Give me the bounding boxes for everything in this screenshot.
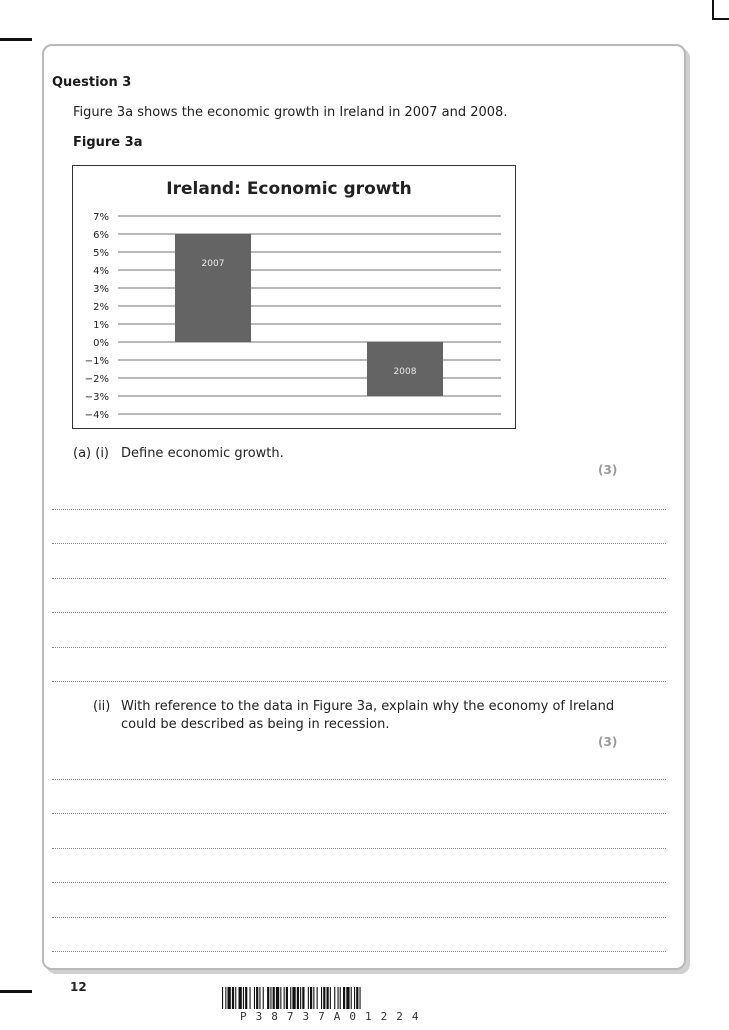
part-a-i-text: Define economic growth. <box>121 446 284 461</box>
answer-line[interactable] <box>52 882 666 883</box>
barcode-bar <box>310 987 312 1009</box>
barcode-bar <box>245 987 247 1009</box>
part-a-ii-line1: With reference to the data in Figure 3a, explain why the economy of Ireland <box>121 699 615 714</box>
barcode-bar <box>254 987 255 1009</box>
chart-bars <box>175 234 443 396</box>
barcode-bar <box>222 987 223 1009</box>
barcode-bar <box>308 987 309 1009</box>
part-a-ii-label: (ii) <box>93 699 111 714</box>
barcode-bar <box>284 987 285 1009</box>
bar-data-label: 2007 <box>201 259 225 269</box>
bar-2007 <box>175 234 251 342</box>
barcode-bar <box>323 987 325 1009</box>
answer-line[interactable] <box>52 779 666 780</box>
barcode-bar <box>263 987 264 1009</box>
part-a-ii-line2: could be described as being in recession. <box>121 717 390 732</box>
barcode-bar <box>290 987 291 1009</box>
corner-mark-top-right <box>712 0 714 20</box>
barcode-bar <box>321 987 322 1009</box>
barcode-bar <box>270 987 271 1009</box>
question-intro: Figure 3a shows the economic growth in Ireland in 2007 and 2008. <box>73 105 508 120</box>
y-tick-label: 5% <box>93 248 109 259</box>
question-title: Question 3 <box>52 75 132 90</box>
barcode <box>222 987 508 1009</box>
answer-line[interactable] <box>52 951 666 952</box>
barcode-bar <box>302 987 304 1009</box>
answer-line[interactable] <box>52 509 666 510</box>
y-tick-label: 0% <box>93 338 109 349</box>
barcode-bar <box>346 987 349 1009</box>
barcode-bar <box>228 987 231 1009</box>
y-tick-label: 4% <box>93 266 109 277</box>
y-tick-label: 2% <box>93 302 109 313</box>
bar-data-label: 2008 <box>393 367 417 377</box>
barcode-bar <box>343 987 345 1009</box>
barcode-bar <box>256 987 258 1009</box>
barcode-bar <box>232 987 234 1009</box>
answer-line[interactable] <box>52 917 666 918</box>
barcode-bar <box>356 987 358 1009</box>
barcode-bar <box>351 987 352 1009</box>
answer-line[interactable] <box>52 848 666 849</box>
y-tick-label: −3% <box>84 392 109 403</box>
corner-mark-top-right-h <box>712 18 729 20</box>
barcode-bar <box>327 987 329 1009</box>
barcode-bar <box>300 987 301 1009</box>
y-tick-label: 3% <box>93 284 109 295</box>
y-tick-label: 1% <box>93 320 109 331</box>
answer-line[interactable] <box>52 681 666 682</box>
barcode-bar <box>360 987 361 1009</box>
barcode-bar <box>243 987 244 1009</box>
chart-canvas <box>73 166 515 428</box>
y-tick-label: 6% <box>93 230 109 241</box>
barcode-bar <box>340 987 341 1009</box>
figure-label: Figure 3a <box>73 135 143 150</box>
barcode-bar <box>292 987 295 1009</box>
barcode-bar <box>259 987 260 1009</box>
part-a-ii-marks: (3) <box>598 735 618 749</box>
y-tick-label: −1% <box>84 356 109 367</box>
part-a-i-marks: (3) <box>598 463 618 477</box>
barcode-bar <box>338 987 339 1009</box>
page-number: 12 <box>70 980 87 994</box>
answer-line[interactable] <box>52 543 666 544</box>
barcode-bar <box>239 987 242 1009</box>
answer-line[interactable] <box>52 612 666 613</box>
barcode-bar <box>267 987 269 1009</box>
barcode-bar <box>286 987 288 1009</box>
corner-mark-bottom-left <box>0 990 32 993</box>
barcode-bar <box>235 987 236 1009</box>
barcode-bar <box>225 987 226 1009</box>
barcode-bar <box>250 987 251 1009</box>
barcode-bar <box>334 987 335 1009</box>
barcode-bar <box>317 987 318 1009</box>
barcode-bar <box>276 987 279 1009</box>
chart-title: Ireland: Economic growth <box>166 179 412 199</box>
barcode-bar <box>273 987 275 1009</box>
barcode-bar <box>330 987 331 1009</box>
barcode-text: P38737A01224 <box>240 1010 428 1023</box>
answer-line[interactable] <box>52 813 666 814</box>
figure-3a-chart <box>72 165 516 429</box>
corner-mark-top-left <box>0 38 32 41</box>
y-tick-label: −2% <box>84 374 109 385</box>
answer-line[interactable] <box>52 647 666 648</box>
barcode-bar <box>313 987 314 1009</box>
barcode-bar <box>280 987 281 1009</box>
barcode-bar <box>354 987 355 1009</box>
y-tick-label: 7% <box>93 212 109 223</box>
barcode-bar <box>297 987 299 1009</box>
chart-y-ticks <box>85 212 109 421</box>
y-tick-label: −4% <box>84 410 109 421</box>
answer-line[interactable] <box>52 578 666 579</box>
part-a-i-label: (a) (i) <box>73 446 109 461</box>
